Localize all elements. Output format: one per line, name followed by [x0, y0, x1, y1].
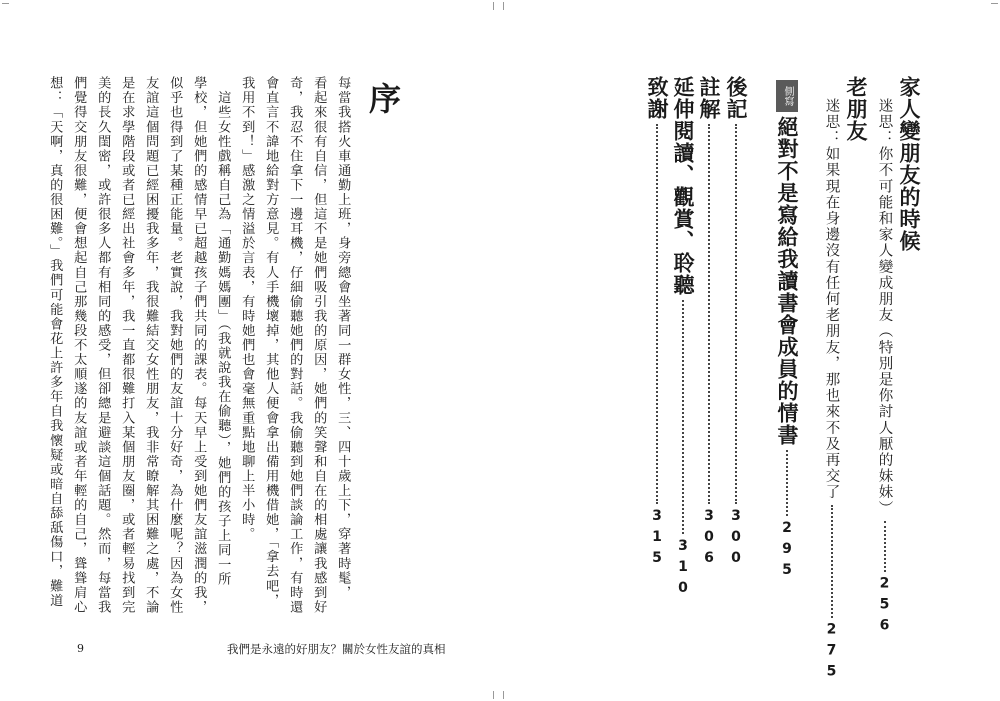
toc-page-number: 310	[675, 538, 691, 601]
body-column: 每當我搭火車通勤上班，身旁總會坐著同一群女性，三、四十歲上下，穿著時髦，	[335, 76, 351, 600]
body-column: 我用不到！」感激之情溢於言表，有時她們也會毫無重點地聊上半小時。	[239, 76, 255, 542]
running-head: 我們是永遠的好朋友？關於女性友誼的真相	[227, 642, 446, 656]
body-column: 會直言不諱地給對方意見。有人手機壞掉，其他人便會拿出備用機借她，「拿去吧，	[263, 76, 279, 608]
toc-entry-title[interactable]: 家人變朋友的時候	[897, 76, 921, 252]
body-column: 這些女性戲稱自己為「通勤媽媽團」（我就說我在偷聽），她們的孩子上同一所	[215, 76, 231, 587]
body-column: 學校，但她們的感情早已超越孩子們共同的課表。每天早上受到她們友誼滋潤的我，	[191, 76, 207, 615]
toc-entry-subtitle: 迷思：如果現在身邊沒有任何老朋友，那也來不及再交了275	[823, 98, 840, 685]
body-column: 奇，我忍不住拿下一邊耳機，仔細偷聽她們的對話。我偷聽到她們談論工作，有時還	[287, 76, 303, 615]
toc-entry-title[interactable]: 老朋友	[844, 76, 868, 142]
crop-mark	[493, 2, 502, 10]
toc-entry-title[interactable]: 後記300	[724, 76, 748, 571]
toc-entry-title[interactable]: 致謝315	[645, 76, 669, 571]
toc-page-number: 315	[649, 508, 665, 571]
toc-entry-title[interactable]: 延伸閱讀、觀賞、聆聽310	[671, 76, 695, 601]
crop-mark	[503, 2, 512, 10]
sidebar-tag: 側寫	[776, 80, 798, 112]
crop-mark	[991, 3, 998, 4]
page-title: 序	[369, 80, 402, 118]
toc-entry-subtitle: 迷思：你不可能和家人變成朋友（特別是你討人厭的妹妹）256	[876, 98, 893, 639]
toc-page-number: 295	[779, 520, 795, 583]
body-column: 是在求學階段或者已經出社會多年，我一直都很難打入某個朋友圈，或者輕易找到完	[119, 76, 135, 615]
body-column: 想：「天啊，真的很困難。」我們可能會花上許多年自我懷疑或暗自舔舐傷口，難道	[47, 76, 63, 608]
toc-page-number: 275	[823, 621, 840, 685]
toc-entry-title[interactable]: 註解306	[697, 76, 721, 571]
toc-entry-title[interactable]: 絕對不是寫給我讀書會成員的情書295	[775, 116, 799, 583]
body-column: 美的長久閨密，或許很多人都有相同的感受，但卻總是避談這個話題。然而，每當我	[95, 76, 111, 615]
crop-mark	[503, 691, 512, 699]
body-column: 看起來很有自信，但這不是她們吸引我的原因，她們的笑聲和自在的相處讓我感到好	[311, 76, 327, 615]
toc-page-number: 306	[701, 508, 717, 571]
page-number: 9	[77, 642, 84, 655]
toc-page-number: 300	[728, 508, 744, 571]
body-column: 友誼這個問題已經困擾我多年，我很難結交女性朋友，我非常瞭解其困難之處，不論	[143, 76, 159, 615]
crop-mark	[2, 3, 9, 4]
body-column: 似乎也得到了某種正能量。老實說，我對她們的友誼十分好奇，為什麼呢？因為女性	[167, 76, 183, 615]
toc-page-number: 256	[876, 575, 893, 639]
body-column: 們覺得交朋友很難，便會想起自己那幾段不太順遂的友誼或者年輕的自己，聳聳肩心	[71, 76, 87, 615]
crop-mark	[493, 691, 502, 699]
